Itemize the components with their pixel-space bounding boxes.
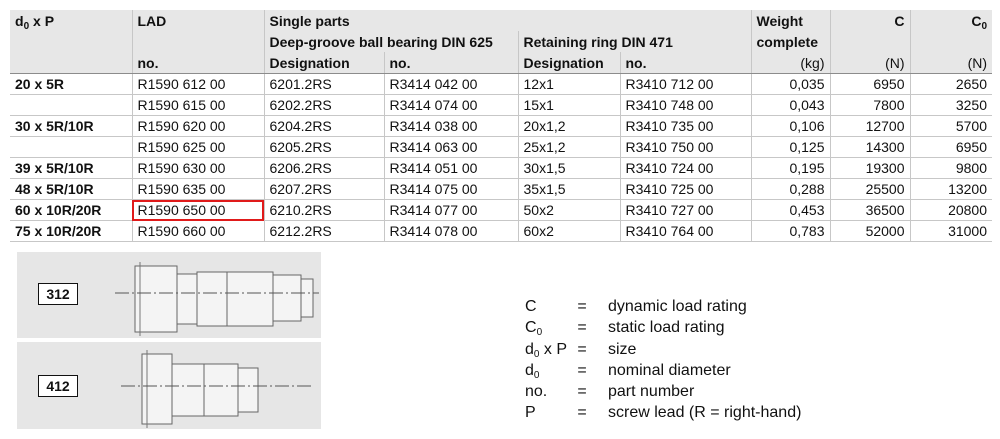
cell-size [10, 95, 132, 116]
cell-weight: 0,783 [751, 221, 830, 242]
cell-c0: 31000 [910, 221, 992, 242]
cell-weight: 0,035 [751, 74, 830, 95]
header-ring-no: no. [620, 52, 751, 74]
cell-bearing-designation: 6205.2RS [264, 137, 384, 158]
drawing-412 [17, 342, 321, 429]
cell-size: 39 x 5R/10R [10, 158, 132, 179]
header-lad-no: no. [132, 52, 264, 74]
cell-size: 60 x 10R/20R [10, 200, 132, 221]
header-size: $d_0$ x P [10, 10, 132, 31]
cell-ring-designation: 20x1,2 [518, 116, 620, 137]
cell-ring-designation: 30x1,5 [518, 158, 620, 179]
cell-ring-designation: 35x1,5 [518, 179, 620, 200]
legend-description: nominal diameter [608, 361, 731, 379]
cell-c: 19300 [830, 158, 910, 179]
cell-weight: 0,288 [751, 179, 830, 200]
header-ring-designation: Designation [518, 52, 620, 74]
header-weight: Weight [751, 10, 830, 31]
table-row [10, 221, 992, 242]
cell-c0: 6950 [910, 137, 992, 158]
cell-bearing-no: R3414 063 00 [384, 137, 518, 158]
cell-weight: 0,043 [751, 95, 830, 116]
header-weight-complete: complete [751, 31, 830, 52]
cell-bearing-designation: 6212.2RS [264, 221, 384, 242]
cell-lad-no: R1590 630 00 [132, 158, 264, 179]
header-bearing-no: no. [384, 52, 518, 74]
legend-equals: = [577, 361, 587, 379]
cell-ring-no: R3410 712 00 [620, 74, 751, 95]
legend-equals: = [577, 340, 587, 358]
cell-c: 52000 [830, 221, 910, 242]
header-lad: LAD [132, 10, 264, 31]
cell-c: 7800 [830, 95, 910, 116]
cell-ring-no: R3410 725 00 [620, 179, 751, 200]
cell-c0: 9800 [910, 158, 992, 179]
cell-ring-no: R3410 748 00 [620, 95, 751, 116]
cell-ring-no: R3410 735 00 [620, 116, 751, 137]
cell-lad-no: R1590 612 00 [132, 74, 264, 95]
journal-412-icon [107, 342, 321, 429]
cell-size: 75 x 10R/20R [10, 221, 132, 242]
legend-symbol: $C_0$ [525, 319, 543, 339]
header-bearing-group: Deep-groove ball bearing DIN 625 [264, 31, 518, 52]
legend-equals: = [577, 319, 587, 337]
spec-table [10, 10, 992, 242]
table-row [10, 158, 992, 179]
cell-bearing-designation: 6207.2RS [264, 179, 384, 200]
cell-size: 30 x 5R/10R [10, 116, 132, 137]
legend-description: dynamic load rating [608, 298, 747, 315]
code-412: 412 [38, 375, 78, 397]
cell-c0: 13200 [910, 179, 992, 200]
header-c: C [830, 10, 910, 31]
table-row [10, 74, 992, 95]
legend-symbol: no. [525, 383, 548, 401]
legend-description: screw lead (R = right-hand) [608, 404, 802, 422]
cell-c: 6950 [830, 74, 910, 95]
legend-description: size [608, 340, 637, 358]
cell-size: 48 x 5R/10R [10, 179, 132, 200]
cell-c0: 2650 [910, 74, 992, 95]
cell-ring-no: R3410 727 00 [620, 200, 751, 221]
cell-ring-designation: 50x2 [518, 200, 620, 221]
legend-description: static load rating [608, 319, 725, 337]
cell-bearing-designation: 6202.2RS [264, 95, 384, 116]
header-c0: $C_0$ [910, 10, 992, 31]
legend-symbol: P [525, 404, 536, 422]
cell-c: 14300 [830, 137, 910, 158]
cell-weight: 0,195 [751, 158, 830, 179]
header-weight-unit: (kg) [751, 52, 830, 74]
cell-ring-designation: 25x1,2 [518, 137, 620, 158]
cell-ring-no: R3410 750 00 [620, 137, 751, 158]
cell-weight: 0,453 [751, 200, 830, 221]
cell-bearing-no: R3414 042 00 [384, 74, 518, 95]
cell-bearing-designation: 6210.2RS [264, 200, 384, 221]
cell-size: 20 x 5R [10, 74, 132, 95]
cell-bearing-no: R3414 078 00 [384, 221, 518, 242]
journal-312-icon [107, 252, 321, 338]
cell-lad-no: R1590 615 00 [132, 95, 264, 116]
cell-bearing-designation: 6201.2RS [264, 74, 384, 95]
legend-symbol: C [525, 298, 537, 315]
legend-symbol: $d_0$ x P [525, 340, 568, 360]
cell-bearing-no: R3414 074 00 [384, 95, 518, 116]
cell-lad-no: R1590 620 00 [132, 116, 264, 137]
cell-c0: 20800 [910, 200, 992, 221]
cell-bearing-no: R3414 077 00 [384, 200, 518, 221]
cell-c: 36500 [830, 200, 910, 221]
header-bearing-designation: Designation [264, 52, 384, 74]
header-ring-group: Retaining ring DIN 471 [518, 31, 751, 52]
cell-bearing-designation: 6206.2RS [264, 158, 384, 179]
cell-bearing-no: R3414 038 00 [384, 116, 518, 137]
cell-c0: 5700 [910, 116, 992, 137]
cell-bearing-no: R3414 075 00 [384, 179, 518, 200]
table-row [10, 95, 992, 116]
cell-c: 25500 [830, 179, 910, 200]
cell-c: 12700 [830, 116, 910, 137]
cell-lad-no: R1590 625 00 [132, 137, 264, 158]
legend-description: part number [608, 383, 695, 401]
legend-equals: = [577, 298, 587, 315]
legend-equals: = [577, 404, 587, 422]
code-312: 312 [38, 283, 78, 305]
table-row [10, 179, 992, 200]
legend-equals: = [577, 383, 587, 401]
cell-weight: 0,125 [751, 137, 830, 158]
cell-weight: 0,106 [751, 116, 830, 137]
cell-c0: 3250 [910, 95, 992, 116]
drawing-312 [17, 252, 321, 338]
cell-lad-no: R1590 660 00 [132, 221, 264, 242]
legend-symbol: $d_0$ [525, 361, 540, 381]
cell-ring-designation: 60x2 [518, 221, 620, 242]
cell-ring-designation: 12x1 [518, 74, 620, 95]
cell-ring-designation: 15x1 [518, 95, 620, 116]
table-row [10, 116, 992, 137]
cell-lad-no: R1590 635 00 [132, 179, 264, 200]
cell-ring-no: R3410 764 00 [620, 221, 751, 242]
header-single-parts: Single parts [264, 10, 751, 31]
table-row [10, 200, 992, 221]
table-row [10, 137, 992, 158]
cell-lad-no: R1590 650 00 [132, 200, 264, 221]
cell-bearing-no: R3414 051 00 [384, 158, 518, 179]
header-c-unit: (N) [830, 52, 910, 74]
cell-ring-no: R3410 724 00 [620, 158, 751, 179]
cell-size [10, 137, 132, 158]
cell-bearing-designation: 6204.2RS [264, 116, 384, 137]
header-c0-unit: (N) [910, 52, 992, 74]
